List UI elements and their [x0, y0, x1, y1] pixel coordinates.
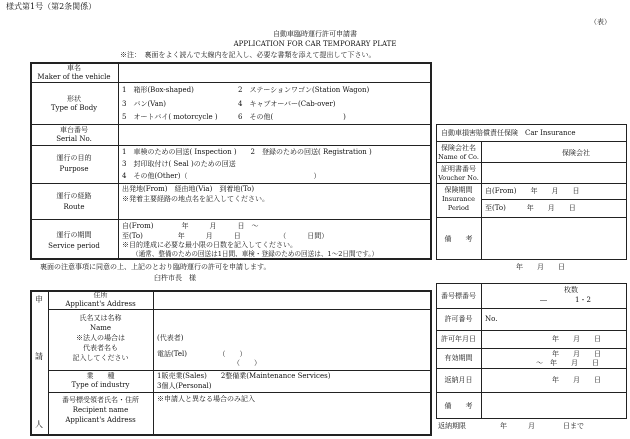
body-label-en: Type of Body	[50, 104, 98, 112]
permit-date-label: 許可年月日	[441, 335, 476, 343]
mayor-addressee: 臼杵市長 様	[154, 274, 196, 282]
recipient-label-en-1: Recipient name	[72, 406, 129, 414]
serial-label-ja: 車台番号	[60, 126, 88, 134]
address-label-ja: 住所	[93, 291, 108, 299]
ins-period-en-1: Insurance	[442, 195, 475, 203]
valid-line-1[interactable]: 年 月 日	[552, 350, 601, 358]
name-label-en: Name	[89, 324, 112, 332]
ins-period-to[interactable]: 至(To) 年 月 日	[485, 204, 576, 212]
body-option-1[interactable]: 1 箱形(Box-shaped)	[122, 86, 194, 94]
permit-date-value[interactable]: 年 月 日	[552, 335, 601, 343]
body-option-2[interactable]: 2 ステーションワゴン(Station Wagon)	[238, 86, 370, 94]
permit-no-label: 許可番号	[444, 315, 473, 323]
purpose-option-3[interactable]: 3 封印取付け( Seal )のための回送	[122, 160, 236, 168]
period-to[interactable]: 至(To) 年 月 日 （ 日間）	[122, 232, 329, 240]
title-ja: 自動車臨時運行許可申請書	[273, 30, 357, 38]
insurance-header: 自動車損害賠償責任保険 Car Insurance	[441, 129, 576, 137]
plate-count-label: 枚数	[564, 286, 578, 294]
recipient-note: ※申請人と異なる場合のみ記入	[157, 395, 255, 403]
body-option-5[interactable]: 5 オートバイ( motorcycle )	[122, 113, 218, 121]
industry-options-1-2[interactable]: 1販売業(Sales) 2整備業(Maintenance Services)	[157, 372, 331, 380]
insurance-company-suffix: 保険会社	[562, 149, 590, 157]
maker-label-en: Maker of the vehicle	[37, 73, 111, 81]
representative-label: (代表者)	[157, 334, 184, 342]
voucher-en: Voucher No.	[438, 174, 479, 182]
insurance-company-ja: 保険会社名	[441, 144, 476, 152]
return-date-value[interactable]: 年 月 日	[552, 376, 601, 384]
voucher-ja: 証明書番号	[441, 165, 476, 173]
name-note-2: 代表者名も	[83, 344, 118, 352]
purpose-option-4[interactable]: 4 その他(Other)（ ）	[122, 172, 321, 180]
ins-period-ja: 保険期間	[444, 186, 473, 194]
valid-label: 有効期間	[444, 354, 473, 362]
body-option-6[interactable]: 6 その他( )	[238, 113, 346, 121]
vehicle-table-divider	[118, 62, 119, 260]
side-label: （表）	[590, 18, 611, 26]
industry-label-ja: 業 種	[86, 372, 115, 380]
applicant-side-3: 人	[35, 420, 43, 429]
ins-period-en-2: Period	[447, 204, 470, 212]
name-note-3: 記入してください	[72, 354, 129, 362]
plate-count-value[interactable]: ― 1・2	[540, 296, 591, 304]
office-remarks: 備 考	[444, 402, 473, 410]
period-label-en: Service period	[48, 242, 100, 250]
body-option-4[interactable]: 4 キャブオーバー(Cab-over)	[238, 100, 336, 108]
period-from[interactable]: 自(From) 年 月 日 ～	[122, 222, 259, 230]
recipient-label-ja: 番号標受領者氏名・住所	[62, 396, 139, 404]
deadline-value[interactable]: 年 月 日まで	[500, 422, 584, 430]
tel-field-2[interactable]: （ ）	[233, 359, 261, 367]
route-line-1: 出発地(From) 経由地(Via) 到着地(To)	[122, 185, 255, 193]
applicant-side-2: 請	[35, 352, 43, 361]
declaration-text: 裏面の注意事項に同意の上、上記のとおり臨時運行の許可を申請します。	[40, 263, 271, 271]
deadline-label: 返納期限	[438, 422, 466, 430]
ins-period-from[interactable]: 自(From) 年 月 日	[485, 187, 580, 195]
plate-no-label: 番号標番号	[441, 292, 476, 300]
purpose-label-en: Purpose	[59, 165, 89, 173]
industry-label-en: Type of industry	[71, 381, 130, 389]
title-en: APPLICATION FOR CAR TEMPORARY PLATE	[233, 40, 397, 48]
valid-line-2[interactable]: ～ 年 月 日	[536, 359, 599, 367]
period-label-ja: 運行の期間	[56, 231, 92, 239]
recipient-label-en-2: Applicant's Address	[65, 416, 136, 424]
tel-field[interactable]: 電話(Tel) （ ）	[157, 350, 247, 358]
permit-no-prefix: No.	[485, 315, 498, 323]
purpose-options-1-2[interactable]: 1 車検のための回送( Inspection ) 2 登録のための回送( Registration )	[122, 148, 372, 156]
maker-label-ja: 車名	[67, 64, 81, 72]
return-date-label: 返納月日	[444, 376, 473, 384]
body-option-3[interactable]: 3 バン(Van)	[122, 100, 167, 108]
industry-option-3[interactable]: 3個人(Personal)	[157, 382, 212, 390]
name-note-1: ※法人の場合は	[76, 334, 125, 342]
body-label-ja: 形状	[67, 95, 81, 103]
period-note-2: （通常、整備のための回送は1日間、車検・登録のための回送は、1～2日間です。）	[132, 250, 379, 258]
period-note-1: ※目的達成に必要な最小限の日数を記入してください。	[122, 241, 297, 249]
applicant-side-1: 申	[35, 295, 43, 304]
route-label-en: Route	[63, 203, 85, 211]
insurance-remarks: 備 考	[444, 235, 473, 243]
name-label-ja: 氏名又は名称	[79, 314, 122, 322]
address-label-en: Applicant's Address	[65, 300, 136, 308]
note: ※注： 裏面をよく読んで太線内を記入し、必要な書類を添えて提出して下さい。	[120, 51, 376, 59]
route-line-2: ※発着主要経路の地点名を記入してください。	[122, 195, 269, 203]
route-label-ja: 運行の経路	[56, 192, 92, 200]
insurance-company-en: Name of Co.	[438, 153, 479, 161]
purpose-label-ja: 運行の目的	[56, 154, 92, 162]
declaration-date[interactable]: 年 月 日	[516, 263, 565, 271]
serial-label-en: Serial No.	[56, 135, 92, 143]
form-number: 様式第1号（第2条関係）	[6, 2, 97, 11]
